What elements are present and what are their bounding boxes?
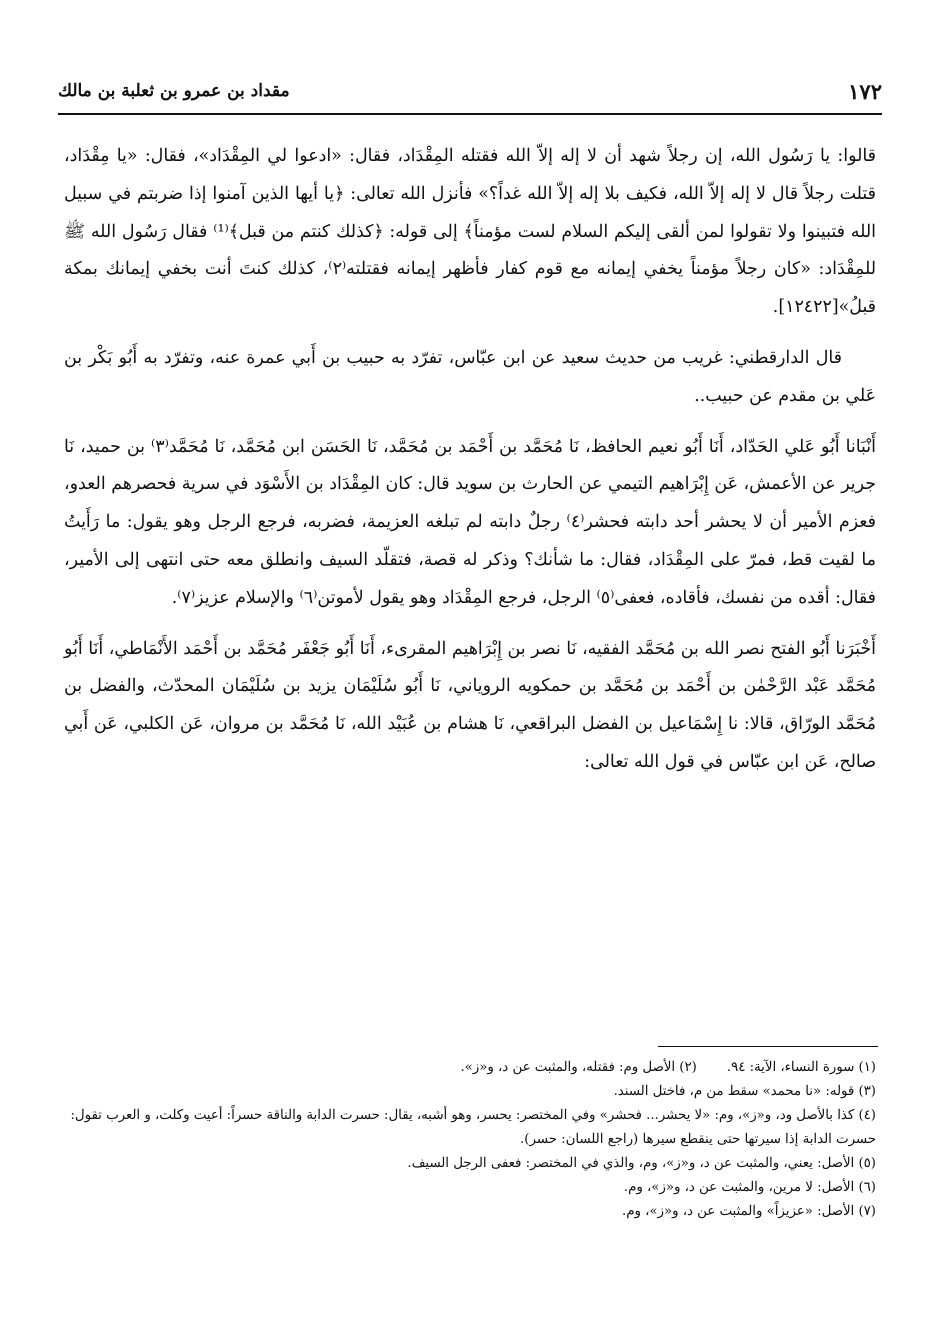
footnote-2: (٢) الأصل وم: فقتله، والمثبت عن د، و«ز».: [460, 1060, 697, 1075]
running-title: مقداد بن عمرو بن ثعلبة بن مالك: [58, 81, 290, 101]
footnote-row: [64, 1056, 876, 1080]
footnote-4: (٤) كذا بالأصل ود، و«ز»، وم: «لا يحشر... فحشر» وفي المختصر: يحسر، وهو أشبه، يقال: حسرت الدابة والناقة حسراً: أعيت وكلت، و العرب تقول: حسرت الدابة إذا سيرتها حتى ينقطع سيرها (راجع اللسان: حسر).: [70, 1108, 876, 1147]
footnote-3: (٣) قوله: «نا محمد» سقط من م، فاختل السند.: [613, 1084, 876, 1099]
footnote-5: (٥) الأصل: يعني، والمثبت عن د، و«ز»، وم، والذي في المختصر: فعفى الرجل السيف.: [407, 1156, 876, 1171]
paragraph-hadith-3: أَخْبَرَنا أَبُو الفتح نصر الله بن مُحَمَّد الفقيه، نَا نصر بن إِبْرَاهيم المقرىء، أَنَا أَبُو جَعْفَر مُحَمَّد بن أَحْمَد الأَنْمَاطي، أَنَا أَبُو مُحَمَّد عَبْد الرَّحْمٰن بن أَحْمَد بن مُحَمَّد بن حمكويه الروياني، نَا أَبُو سُلَيْمَان يزيد بن سُلَيْمَان المحدّث، والفضل بن مُحَمَّد الورّاق، قالا: نا إِسْمَاعيل بن الفضل البراقعي، نَا هشام بن عُبَيْد الله، نَا مُحَمَّد بن مروان، عَن الكلبي، عَن أَبي صالح، عَن ابن عبّاس في قول الله تعالى:: [64, 638, 876, 772]
footnote-1: (١) سورة النساء، الآية: ٩٤.: [726, 1060, 876, 1075]
page-number: ١٧٢: [848, 78, 882, 104]
paragraph-daraqutni: قال الدارقطني: غريب من حديث سعيد عن ابن عبّاس، تفرّد به حبيب بن أَبي عمرة عنه، وتفرّد به أَبُو بَكْر بن عَلي بن مقدم عن حبيب..: [64, 347, 876, 406]
page-header: [58, 74, 882, 108]
footnote-7: (٧) الأصل: «عزيزاً» والمثبت عن د، و«ز»، وم.: [621, 1204, 876, 1219]
footnote-rule: [658, 1046, 878, 1047]
footnote-6: (٦) الأصل: لا مرين، والمثبت عن د، و«ز»، وم.: [623, 1180, 876, 1195]
paragraph-hadith-2: أَنْبَانا أَبُو عَلي الحَدّاد، أَنَا أَبُو نعيم الحافظ، نَا مُحَمَّد بن أَحْمَد بن مُحَمَّد، نَا الحَسَن ابن مُحَمَّد، نَا مُحَمَّد⁽٣⁾ بن حميد، نَا جرير عن الأعمش، عَن إِبْرَاهيم التيمي عن الحارث بن سويد قال: كان المِقْدَاد بن الأَسْوَد في سرية فحصرهم العدو، فعزم الأمير أن لا يحشر أحد دابته فحشر⁽٤⁾ رجلٌ دابته لم تبلغه العزيمة، فضربه، فرجع الرجل وهو يقول: ما رَأَيتُ ما لقيت قط، فمرّ على المِقْدَاد، فقال: ما شأنك؟ وذكر له قصة، فتقلّد السيف وانطلق معه حتى انتهى إلى الأمير، فقال: أقده من نفسك، فأقاده، فعفى⁽٥⁾ الرجل، فرجع المِقْدَاد وهو يقول لأموتن⁽٦⁾ والإسلام عزيز⁽٧⁾.: [64, 436, 876, 608]
main-text: [64, 138, 876, 795]
header-rule: [58, 113, 882, 115]
paragraph-hadith-1: قالوا: يا رَسُول الله، إن رجلاً شهد أن لا إله إلاّ الله فقتله المِقْدَاد، فقال: «ادعوا لي المِقْدَاد»، فقال: «يا مِقْدَاد، قتلت رجلاً قال لا إله إلاّ الله، فكيف بلا إله إلاّ الله غداً؟» فأنزل الله تعالى: ﴿يا أيها الذين آمنوا إذا ضربتم في سبيل الله فتبينوا ولا تقولوا لمن ألقى إليكم السلام لست مؤمناً﴾ إلى قوله: ﴿كذلك كنتم من قبل﴾⁽¹⁾ فقال رَسُول الله ﷺ للمِقْدَاد: «كان رجلاً مؤمناً يخفي إيمانه مع قوم كفار فأظهر إيمانه فقتلته⁽٢⁾، كذلك كنتَ أنت بخفي إيمانك بمكة قبلُ»[١٢٤٢٢].: [64, 146, 877, 318]
footnotes: [64, 1056, 876, 1224]
